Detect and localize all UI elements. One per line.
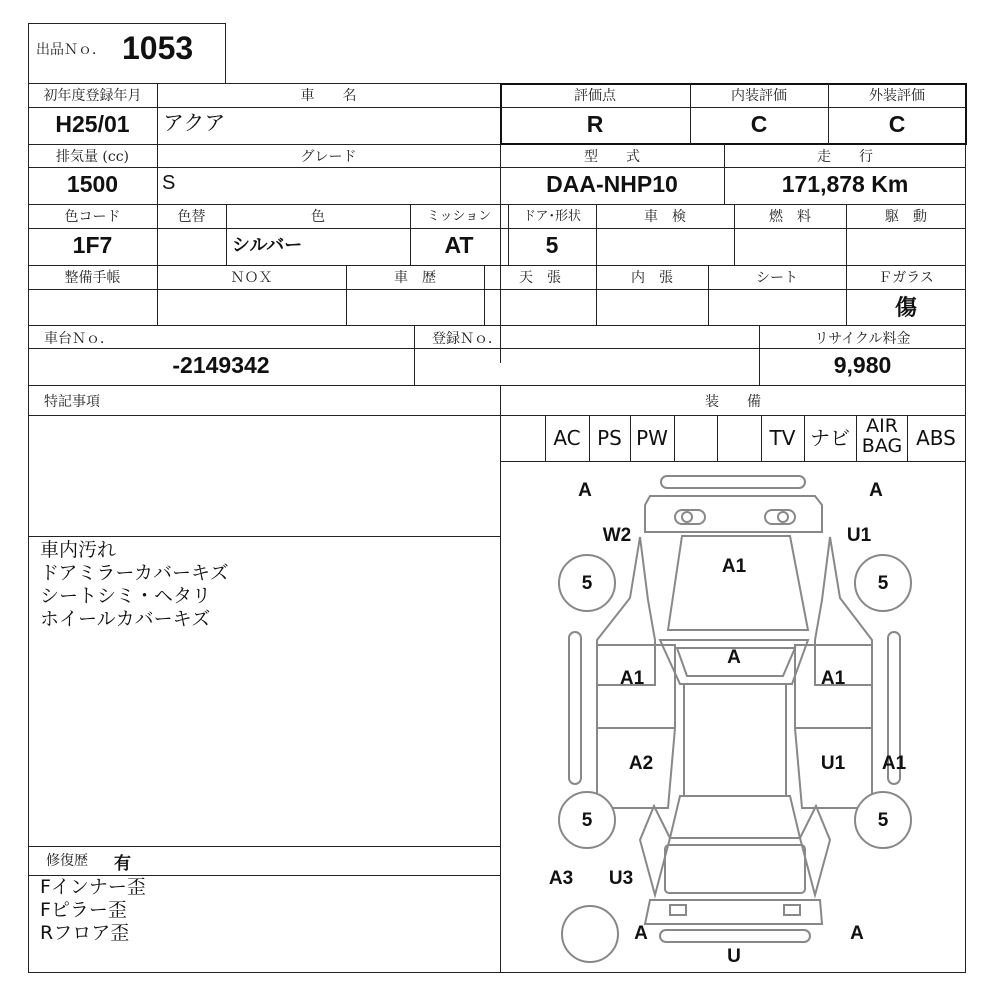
- fuel-label: 燃 料: [769, 209, 811, 225]
- lot-label: 出品Ｎｏ．: [36, 42, 106, 58]
- door-value: 5: [545, 232, 559, 258]
- displacement-value: 1500: [66, 171, 119, 197]
- mileage-value: 171,878 Km: [781, 171, 909, 197]
- interior-value: C: [750, 111, 768, 137]
- chassis-value: -2149342: [172, 352, 270, 378]
- color-value: シルバー: [232, 235, 303, 256]
- grade-label: グレード: [300, 149, 357, 165]
- damage-rear-l: A: [634, 923, 648, 944]
- exterior-label: 外装評価: [869, 88, 925, 104]
- equipment-item-abs: ABS: [916, 426, 956, 450]
- car-name-label: 車 名: [300, 88, 357, 104]
- damage-fender-fl: W2: [602, 525, 632, 546]
- repair-line: Fインナー歪: [40, 876, 146, 898]
- equipment-item-ps: PS: [597, 426, 622, 450]
- score-label: 評価点: [574, 88, 616, 104]
- seat-label: シート: [756, 270, 798, 286]
- color-code-value: 1F7: [72, 232, 113, 258]
- car-diagram: [501, 462, 965, 972]
- f-glass-value: 傷: [894, 295, 917, 321]
- damage-rear-left-a3: A3: [548, 868, 574, 889]
- color-code-label: 色コード: [64, 209, 121, 225]
- notes-line: 車内汚れ: [40, 539, 117, 561]
- damage-front-right: A: [869, 480, 883, 501]
- nox-label: ＮＯＸ: [230, 270, 273, 286]
- notes-list: [40, 539, 229, 631]
- tire-fr: 5: [877, 573, 889, 594]
- model-value: DAA-NHP10: [546, 171, 678, 197]
- equipment-item-airbag: AIR BAG: [861, 415, 903, 457]
- damage-hood: A1: [721, 556, 747, 577]
- repair-value: 有: [114, 854, 131, 874]
- tire-rr: 5: [877, 810, 889, 831]
- interior-label: 内装評価: [731, 88, 787, 104]
- damage-quarter-rr: A1: [881, 753, 907, 774]
- color-label: 色: [311, 209, 325, 225]
- equipment-item-tv: TV: [769, 426, 796, 450]
- interior-trim-label: 内 張: [631, 270, 673, 286]
- grade-value: S: [162, 172, 176, 194]
- model-label: 型 式: [584, 149, 640, 165]
- notes-line: ホイールカバーキズ: [40, 608, 211, 630]
- equipment-item-ac: AC: [553, 426, 581, 450]
- car-name-value: アクア: [163, 111, 226, 135]
- notes-line: シートシミ・ヘタリ: [40, 585, 212, 607]
- score-value: R: [586, 111, 604, 137]
- recycle-label: リサイクル料金: [814, 331, 911, 347]
- mileage-label: 走 行: [817, 149, 873, 165]
- recycle-value: 9,980: [833, 352, 892, 378]
- history-label: 車 歴: [394, 270, 436, 286]
- inspection-label: 車 検: [644, 209, 686, 225]
- tire-rl: 5: [581, 810, 593, 831]
- repair-list: [40, 876, 146, 945]
- color-change-label: 色替: [177, 209, 206, 225]
- repair-line: Fピラー歪: [40, 899, 127, 921]
- damage-fender-fr: U1: [846, 525, 872, 546]
- damage-door-fl: A1: [619, 668, 645, 689]
- registration-label: 登録Ｎｏ．: [432, 331, 502, 347]
- first-reg-value: H25/01: [55, 111, 130, 137]
- equipment-item-navi: ナビ: [810, 426, 850, 450]
- repair-line: Rフロア歪: [40, 922, 130, 944]
- damage-door-rr: U1: [820, 753, 846, 774]
- damage-rear-r: A: [850, 923, 864, 944]
- repair-label: 修復歴: [46, 853, 88, 869]
- maintenance-label: 整備手帳: [64, 270, 121, 286]
- equipment-item-pw: PW: [636, 426, 668, 450]
- door-label: ドア･形状: [522, 209, 582, 224]
- tire-fl: 5: [581, 573, 593, 594]
- headliner-label: 天 張: [519, 270, 561, 286]
- damage-front-left: A: [578, 480, 592, 501]
- f-glass-label: Ｆガラス: [878, 270, 934, 286]
- displacement-label: 排気量 (cc): [55, 149, 130, 165]
- damage-rear-left-u3: U3: [608, 868, 634, 889]
- damage-rear-bumper: U: [727, 946, 741, 967]
- first-reg-label: 初年度登録年月: [43, 88, 142, 104]
- damage-door-fr: A1: [820, 668, 846, 689]
- mission-value: AT: [444, 232, 474, 258]
- damage-door-rl: A2: [628, 753, 654, 774]
- notes-line: ドアミラーカバーキズ: [40, 562, 229, 584]
- chassis-label: 車台Ｎｏ．: [44, 331, 114, 347]
- exterior-value: C: [888, 111, 906, 137]
- equipment-label: 装 備: [705, 394, 761, 410]
- notes-label: 特記事項: [44, 394, 100, 410]
- mission-label: ミッション: [426, 209, 492, 224]
- drive-label: 駆 動: [885, 209, 927, 225]
- damage-roof: A: [727, 647, 741, 668]
- lot-number: 1053: [122, 30, 194, 66]
